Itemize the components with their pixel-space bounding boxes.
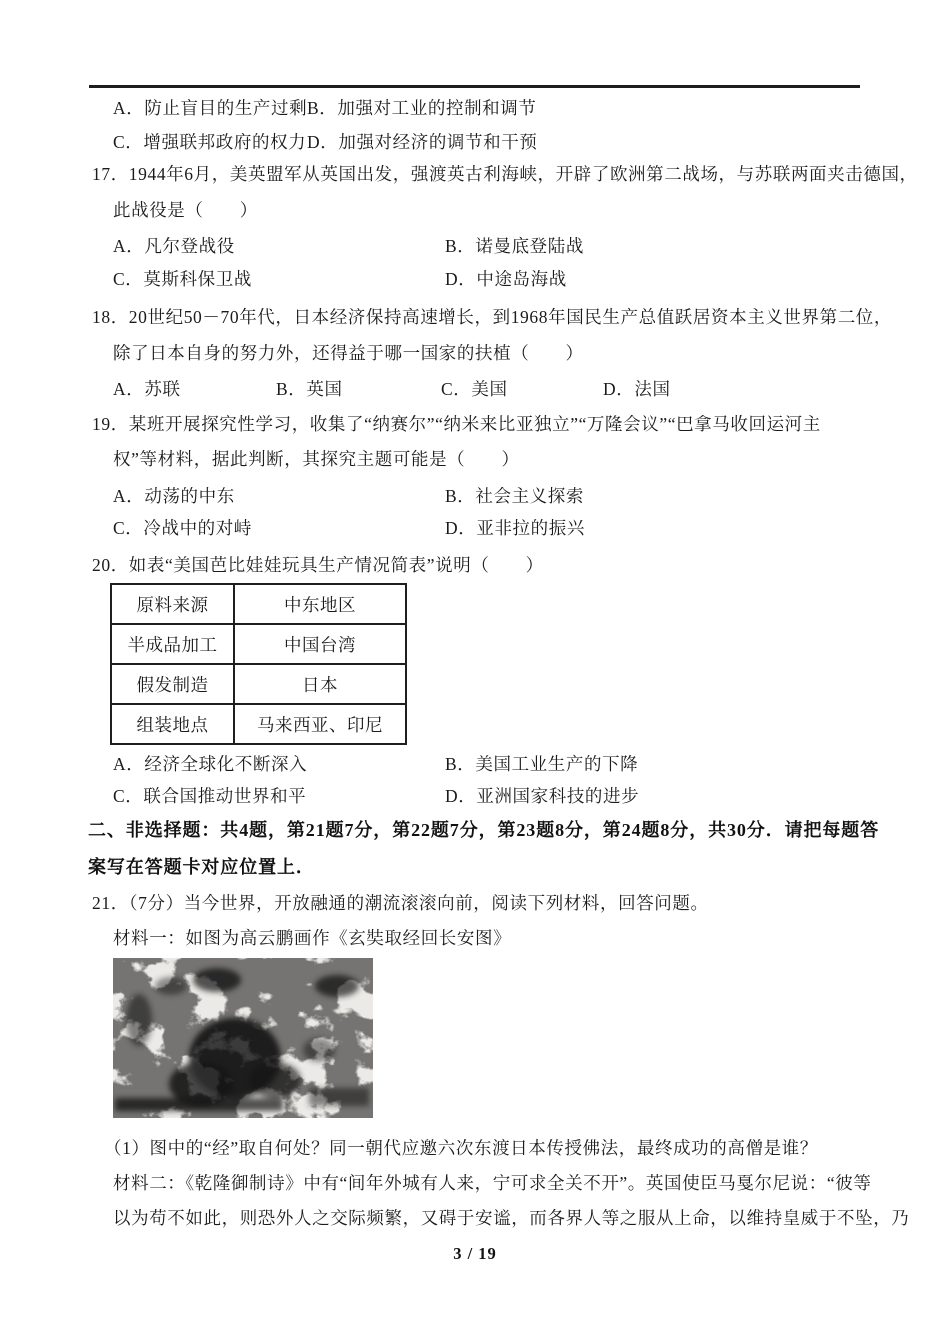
q18-option-b: B．英国 <box>276 379 343 399</box>
table-cell-label: 半成品加工 <box>111 624 234 664</box>
q17-option-b: B．诺曼底登陆战 <box>445 236 584 256</box>
table-cell-value: 中国台湾 <box>234 624 406 664</box>
q18-option-a: A．苏联 <box>113 379 181 399</box>
q20-option-d: D．亚洲国家科技的进步 <box>445 786 640 806</box>
q17-option-d: D．中途岛海战 <box>445 269 567 289</box>
q20-stem: 20．如表“美国芭比娃娃玩具生产情况简表”说明（ ） <box>92 555 544 575</box>
q19-option-b: B．社会主义探索 <box>445 486 584 506</box>
painting-image <box>113 958 373 1118</box>
q16-option-b: B．加强对工业的控制和调节 <box>307 98 537 118</box>
q16-option-a: A．防止盲目的生产过剩 <box>113 98 308 118</box>
q16-option-c: C．增强联邦政府的权力 <box>113 132 307 152</box>
q20-option-a: A．经济全球化不断深入 <box>113 754 308 774</box>
q19-stem-line1: 19．某班开展探究性学习，收集了“纳赛尔”“纳米来比亚独立”“万隆会议”“巴拿马收回运河主 <box>92 414 821 434</box>
table-row <box>111 624 406 664</box>
table-cell-value: 中东地区 <box>234 584 406 624</box>
table-cell-value: 马来西亚、印尼 <box>234 704 406 744</box>
table-cell-label: 原料来源 <box>111 584 234 624</box>
table-cell-label: 假发制造 <box>111 664 234 704</box>
q21-stem: 21．（7分）当今世界，开放融通的潮流滚滚向前，阅读下列材料，回答问题。 <box>92 893 709 913</box>
q19-option-a: A．动荡的中东 <box>113 486 235 506</box>
q18-option-d: D．法国 <box>603 379 671 399</box>
section2-heading-line2: 案写在答题卡对应位置上． <box>88 857 315 877</box>
q21-material2-line1: 材料二：《乾隆御制诗》中有“间年外城有人来，宁可求全关不开”。英国使臣马戛尔尼说：“彼等 <box>113 1173 872 1193</box>
q18-stem-line1: 18．20世纪50－70年代，日本经济保持高速增长，到1968年国民生产总值跃居资本主义世界第二位， <box>92 307 892 327</box>
table-cell-value: 日本 <box>234 664 406 704</box>
q20-production-table <box>110 583 407 745</box>
q19-stem-line2: 权”等材料，据此判断，其探究主题可能是（ ） <box>113 449 520 469</box>
q19-option-c: C．冷战中的对峙 <box>113 518 252 538</box>
q19-option-d: D．亚非拉的振兴 <box>445 518 585 538</box>
table-row <box>111 704 406 744</box>
table-row <box>111 584 406 624</box>
table-row <box>111 664 406 704</box>
section2-heading-line1: 二、非选择题：共4题，第21题7分，第22题7分，第23题8分，第24题8分，共30分．请把每题答 <box>88 820 880 840</box>
q21-material2-line2: 以为苟不如此，则恐外人之交际频繁，又碍于安谧，而各界人等之服从上命，以维持皇威于不坠，乃 <box>113 1208 910 1228</box>
q21-material1: 材料一：如图为高云鹏画作《玄奘取经回长安图》 <box>113 928 512 948</box>
q17-stem-line1: 17．1944年6月，美英盟军从英国出发，强渡英古利海峡，开辟了欧洲第二战场，与苏联两面夹击德国， <box>92 164 918 184</box>
table-cell-label: 组装地点 <box>111 704 234 744</box>
q20-option-b: B．美国工业生产的下降 <box>445 754 639 774</box>
q17-stem-line2: 此战役是（ ） <box>113 200 258 220</box>
painting-svg <box>113 958 373 1118</box>
page-number: 3 / 19 <box>453 1244 497 1263</box>
q20-option-c: C．联合国推动世界和平 <box>113 786 307 806</box>
top-rule <box>89 85 860 88</box>
q16-option-d: D．加强对经济的调节和干预 <box>307 132 538 152</box>
q21-sub-question-1: （1）图中的“经”取自何处？同一朝代应邀六次东渡日本传授佛法，最终成功的高僧是谁？ <box>104 1138 818 1158</box>
q17-option-a: A．凡尔登战役 <box>113 236 235 256</box>
q18-option-c: C．美国 <box>441 379 508 399</box>
q17-option-c: C．莫斯科保卫战 <box>113 269 252 289</box>
q18-stem-line2: 除了日本自身的努力外，还得益于哪一国家的扶植（ ） <box>113 343 584 363</box>
